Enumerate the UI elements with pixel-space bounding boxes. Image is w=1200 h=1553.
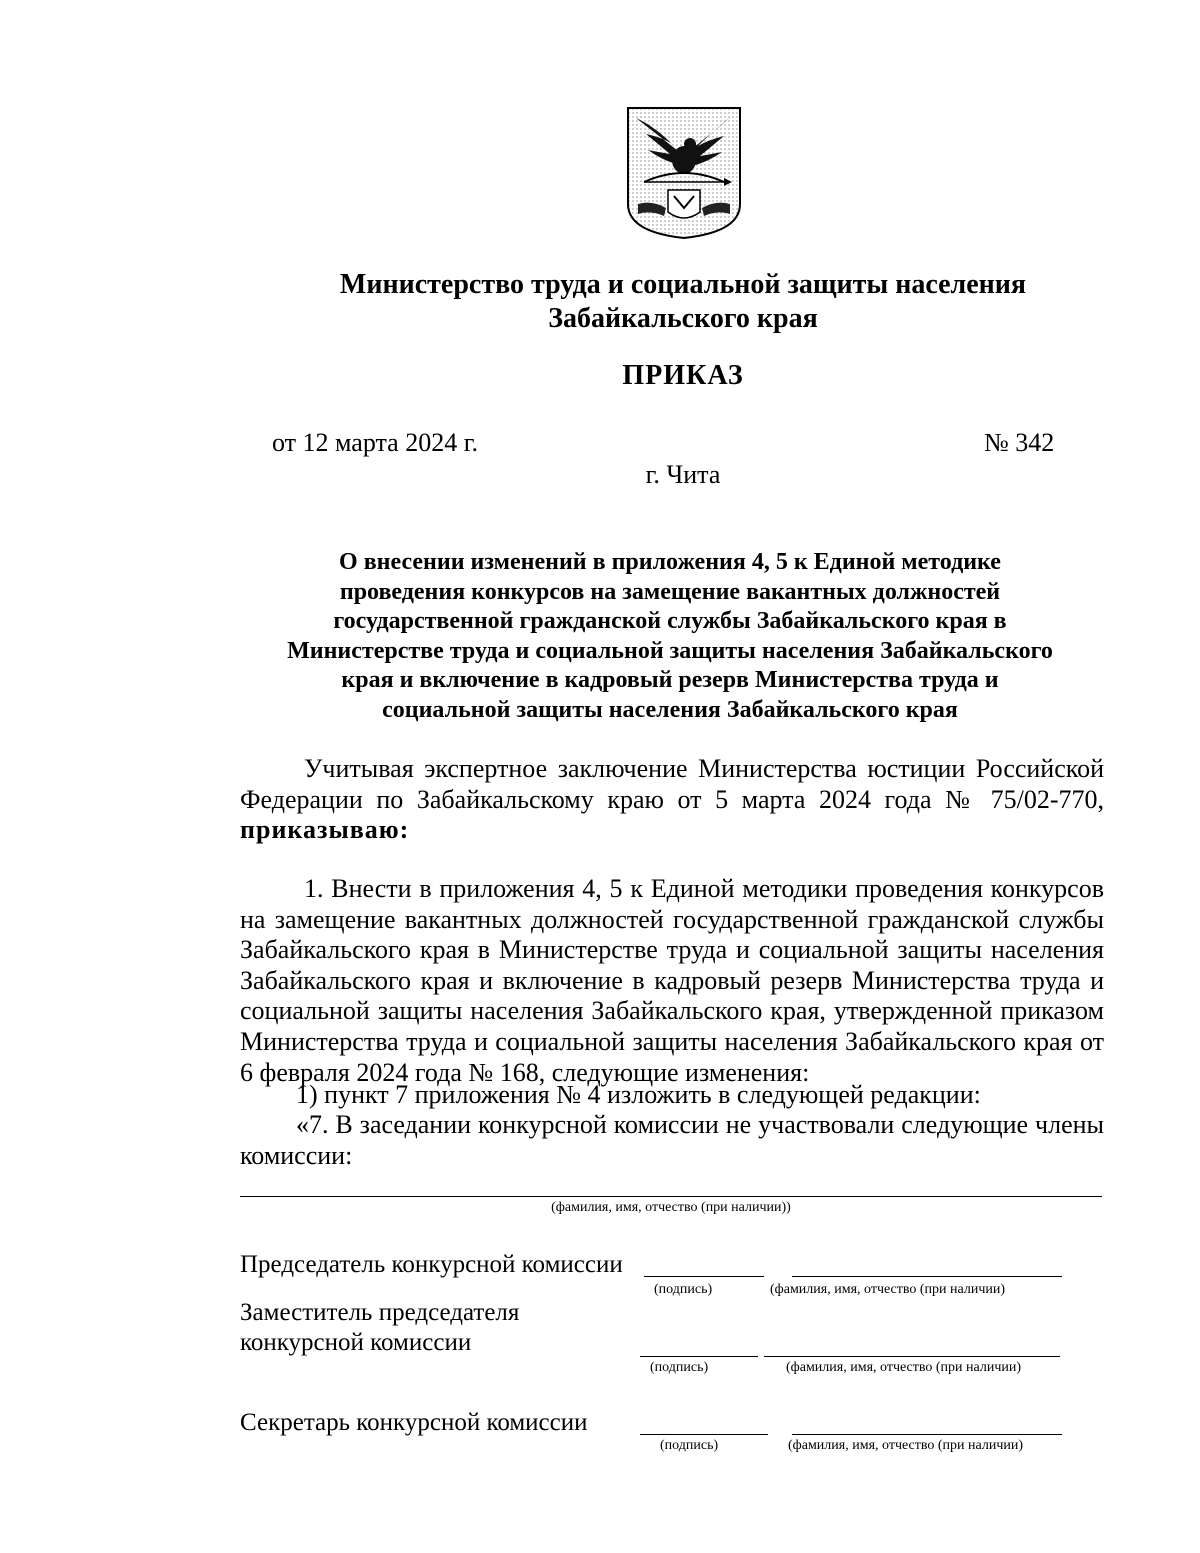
secretary-name-caption: (фамилия, имя, отчество (при наличии) xyxy=(788,1438,1024,1453)
document-city: г. Чита xyxy=(645,460,721,489)
subject-line: Министерстве труда и социальной защиты населения Забайкальского xyxy=(287,637,1053,664)
ministry-name xyxy=(200,268,1166,336)
ministry-name-line1: Министерство труда и социальной защиты населения xyxy=(339,269,1027,300)
subject-line: О внесении изменений в приложения 4, 5 к Единой методике xyxy=(339,549,1001,575)
absent-members-line xyxy=(240,1196,1102,1197)
subject-line: проведения конкурсов на замещение вакантных должностей xyxy=(339,578,1001,605)
document-subject xyxy=(240,548,1100,725)
chairman-signature-line xyxy=(644,1276,764,1277)
chairman-label: Председатель конкурсной комиссии xyxy=(240,1251,623,1278)
secretary-label: Секретарь конкурсной комиссии xyxy=(240,1409,588,1436)
deputy-label-line2: конкурсной комиссии xyxy=(240,1329,472,1356)
subitem-1-paragraph: 1) пункт 7 приложения № 4 изложить в следующей редакции: xyxy=(296,1080,981,1109)
item-1-paragraph: 1. Внести в приложения 4, 5 к Единой методики проведения конкурсов на замещение вакантных должностей государственной гражданской службы Забайкальского края в Министерстве труда и социальной защиты населения Забайкальского края и включение в кадровый резерв Министерства труда и социальной защиты населения Забайкальского края, утвержденной приказом Министерства труда и социальной защиты населения Забайкальского края от 6 февраля 2024 года № 168, следующие изменения: xyxy=(240,874,1104,1087)
deputy-name-caption: (фамилия, имя, отчество (при наличии) xyxy=(786,1360,1022,1375)
document-date: от 12 марта 2024 г. xyxy=(272,428,478,457)
preamble-paragraph xyxy=(240,754,1104,846)
coat-of-arms-icon xyxy=(624,104,744,242)
subject-line: края и включение в кадровый резерв Министерства труда и xyxy=(341,667,999,693)
ministry-name-line2: Забайкальского края xyxy=(548,303,818,334)
preamble-emphasis: приказываю: xyxy=(240,815,410,845)
chairman-signature-caption: (подпись) xyxy=(654,1282,713,1297)
secretary-signature-line xyxy=(640,1434,768,1435)
preamble-text: Учитывая экспертное заключение Министерства юстиции Российской Федерации по Забайкальскому краю от 5 марта 2024 года № 75/02-770, xyxy=(240,754,1104,814)
secretary-name-line xyxy=(792,1434,1062,1435)
deputy-signature-line xyxy=(640,1356,758,1357)
deputy-name-line xyxy=(764,1356,1060,1357)
quote-paragraph: «7. В заседании конкурсной комиссии не участвовали следующие члены комиссии: xyxy=(240,1110,1104,1170)
deputy-signature-caption: (подпись) xyxy=(650,1360,709,1375)
secretary-signature-caption: (подпись) xyxy=(660,1438,719,1453)
document-number: № 342 xyxy=(984,428,1055,457)
absent-members-caption: (фамилия, имя, отчество (при наличии)) xyxy=(551,1200,791,1215)
deputy-label-line1: Заместитель председателя xyxy=(240,1299,520,1326)
chairman-name-line xyxy=(792,1276,1062,1277)
document-type: ПРИКАЗ xyxy=(622,360,744,391)
chairman-name-caption: (фамилия, имя, отчество (при наличии) xyxy=(770,1282,1006,1297)
subject-line: социальной защиты населения Забайкальского края xyxy=(382,696,958,723)
deputy-chairman-label xyxy=(240,1298,519,1358)
subject-line: государственной гражданской службы Забайкальского края в xyxy=(333,608,1007,634)
